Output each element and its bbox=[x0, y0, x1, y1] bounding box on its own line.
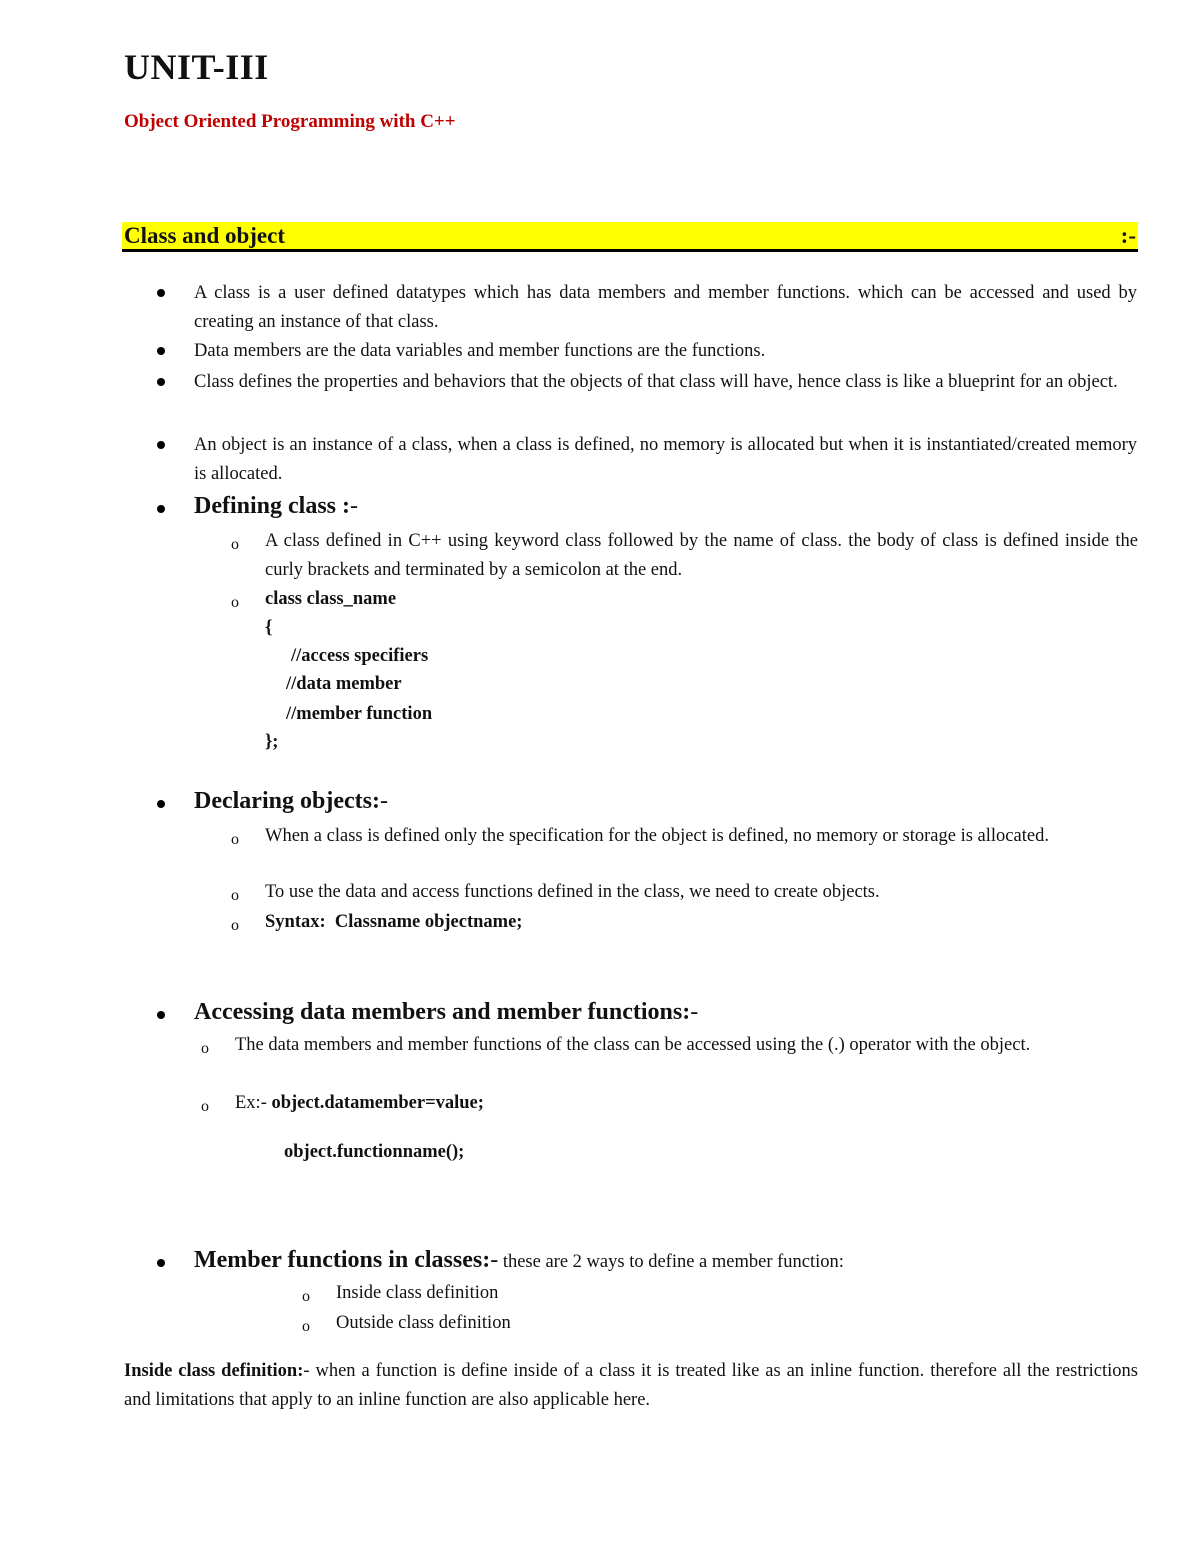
circle-bullet-icon: o bbox=[201, 1098, 209, 1115]
intro-bullet-text: Data members are the data variables and member functions are the functions. bbox=[194, 341, 766, 361]
heading-text: Accessing data members and member functions: bbox=[194, 999, 691, 1025]
heading-text: Member functions in classes: bbox=[194, 1247, 491, 1273]
defining-class-heading bbox=[194, 493, 358, 520]
bullet-icon bbox=[157, 347, 165, 355]
code-line: { bbox=[265, 618, 273, 638]
circle-bullet-icon: o bbox=[201, 1040, 209, 1057]
intro-bullet-text: A class is a user defined datatypes which has data members and member functions. which can be accessed and used by creating an instance of that class. bbox=[194, 283, 1137, 332]
member-function-way: Inside class definition bbox=[336, 1283, 499, 1303]
code-line: //access specifiers bbox=[291, 646, 429, 666]
declaring-objects-item: To use the data and access functions defined in the class, we need to create objects. bbox=[265, 882, 880, 902]
bullet-icon bbox=[157, 1259, 165, 1267]
code-line: //data member bbox=[286, 674, 402, 694]
example-code: object.datamember=value; bbox=[271, 1093, 484, 1113]
bullet-icon bbox=[157, 289, 165, 297]
circle-bullet-icon: o bbox=[231, 831, 239, 848]
heading-suffix: - bbox=[690, 999, 699, 1025]
bullet-icon bbox=[157, 441, 165, 449]
example-prefix: Ex:- bbox=[235, 1093, 272, 1113]
member-functions-intro: these are 2 ways to define a member function: bbox=[498, 1252, 844, 1272]
circle-bullet-icon: o bbox=[231, 917, 239, 934]
circle-bullet-icon: o bbox=[302, 1288, 310, 1305]
heading-text: Defining class : bbox=[194, 493, 350, 519]
syntax-value: Classname objectname; bbox=[334, 912, 523, 932]
section-title: Class and object bbox=[124, 222, 286, 248]
declaring-objects-item: When a class is defined only the specification for the object is defined, no memory or storage is allocated. bbox=[265, 826, 1049, 846]
accessing-description: The data members and member functions of the class can be accessed using the (.) operator with the object. bbox=[235, 1035, 1031, 1055]
example-line bbox=[235, 1089, 484, 1118]
member-functions-heading bbox=[194, 1247, 844, 1277]
syntax-line bbox=[265, 908, 522, 937]
unit-title: UNIT-III bbox=[124, 47, 269, 87]
section-suffix: :- bbox=[1120, 222, 1136, 248]
heading-text: Declaring objects: bbox=[194, 788, 380, 814]
code-line: //member function bbox=[286, 704, 433, 724]
bullet-icon bbox=[157, 378, 165, 386]
circle-bullet-icon: o bbox=[302, 1318, 310, 1335]
inside-definition-paragraph bbox=[124, 1357, 1138, 1414]
circle-bullet-icon: o bbox=[231, 536, 239, 553]
circle-bullet-icon: o bbox=[231, 887, 239, 904]
code-line: class class_name bbox=[265, 589, 397, 609]
bullet-icon bbox=[157, 505, 165, 513]
accessing-heading bbox=[194, 999, 698, 1026]
declaring-objects-heading bbox=[194, 788, 388, 815]
member-function-way: Outside class definition bbox=[336, 1313, 511, 1333]
example-code: object.functionname(); bbox=[284, 1142, 465, 1162]
heading-suffix: - bbox=[490, 1247, 499, 1273]
subtitle: Object Oriented Programming with C++ bbox=[124, 111, 456, 132]
heading-suffix: - bbox=[350, 493, 358, 519]
section-heading-bar bbox=[122, 222, 1138, 252]
intro-bullet-text: An object is an instance of a class, when a class is defined, no memory is allocated but when it is instantiated/created memory is allocated. bbox=[194, 435, 1137, 484]
defining-class-description: A class defined in C++ using keyword class followed by the name of class. the body of class is defined inside the curly brackets and terminated by a semicolon at the end. bbox=[265, 531, 1138, 580]
bullet-icon bbox=[157, 1011, 165, 1019]
inside-definition-text: - when a function is define inside of a class it is treated like as an inline function. therefore all the restrictions and limitations that apply to an inline function are also applicable here. bbox=[124, 1361, 1138, 1410]
inside-definition-label: Inside class definition: bbox=[124, 1361, 304, 1381]
code-line: }; bbox=[265, 732, 279, 752]
bullet-icon bbox=[157, 800, 165, 808]
intro-bullet-text: Class defines the properties and behaviors that the objects of that class will have, hence class is like a blueprint for an object. bbox=[194, 372, 1118, 392]
heading-suffix: - bbox=[379, 788, 388, 814]
circle-bullet-icon: o bbox=[231, 594, 239, 611]
syntax-label: Syntax: bbox=[265, 912, 326, 932]
